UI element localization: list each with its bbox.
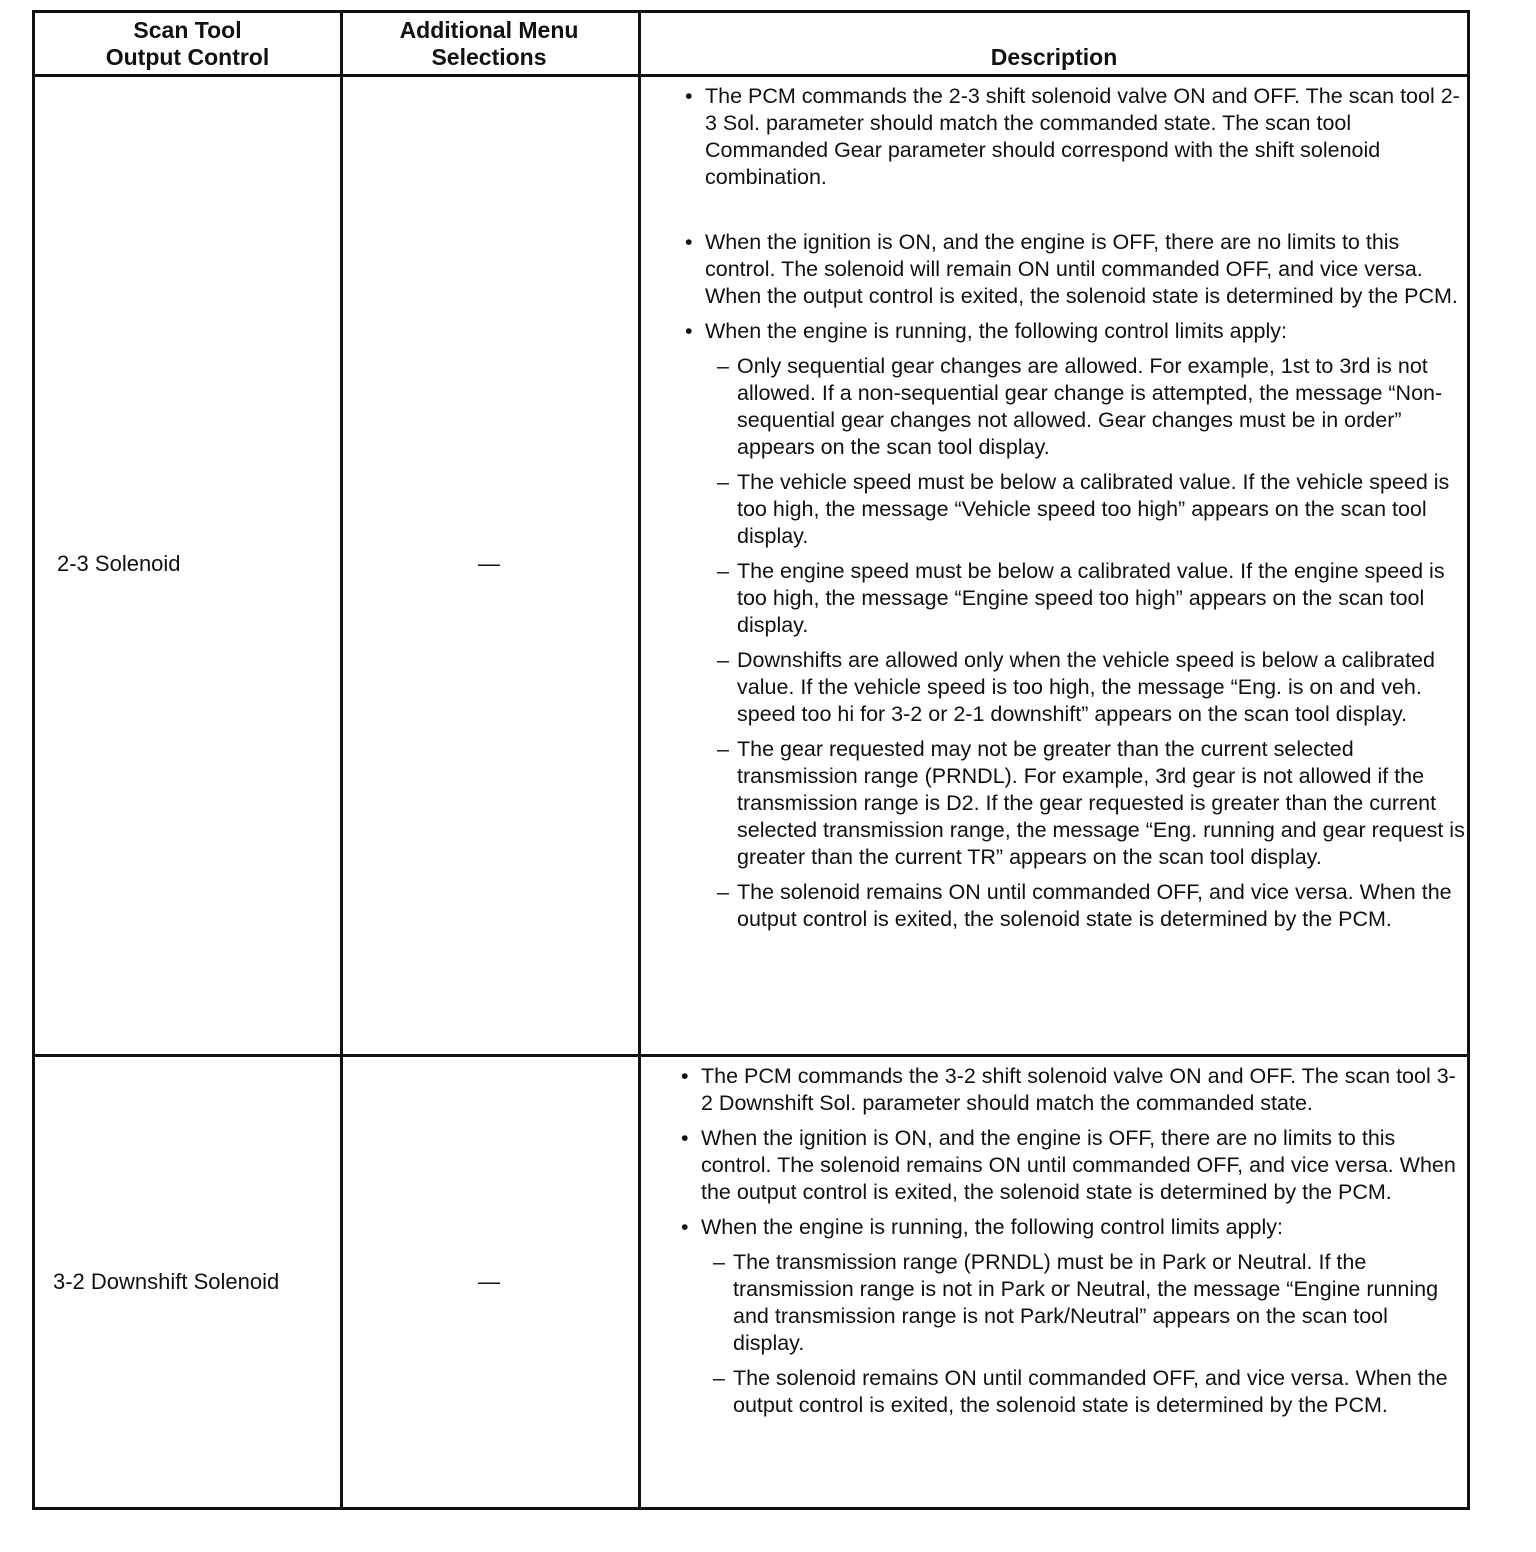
header-menu-selections-line2: Selections [431,44,547,70]
output-control-table [32,10,1470,1510]
row1-subitem-3: – The engine speed must be below a calibrated value. If the engine speed is too high, the message “Engine speed too high” appears on the scan tool display. [675,558,1465,639]
header-menu-selections-line1: Additional Menu [399,17,579,43]
row1-subitem-4: – Downshifts are allowed only when the vehicle speed is below a calibrated value. If the vehicle speed is too high, the message “Eng. is on and veh. speed too hi for 3-2 or 2-1 downshift” appears on the scan tool display. [675,647,1465,728]
row2-output-control: 3-2 Downshift Solenoid [53,1269,280,1294]
row2-description [671,1063,1465,1419]
row-divider [35,1054,1467,1057]
row1-bullet-2: • When the ignition is ON, and the engine is OFF, there are no limits to this control. The solenoid will remain ON until commanded OFF, and vice versa. When the output control is exited, the solenoid state is determined by the PCM. [675,229,1465,310]
row2-menu-selections: — [478,1269,500,1294]
header-output-control-line2: Output Control [105,44,270,70]
row1-subitem-2: – The vehicle speed must be below a calibrated value. If the vehicle speed is too high, the message “Vehicle speed too high” appears on the scan tool display. [675,469,1465,550]
row1-subitem-1: – Only sequential gear changes are allowed. For example, 1st to 3rd is not allowed. If a non-sequential gear change is attempted, the message “Non-sequential gear changes not allowed. Gear changes must be in order” appears on the scan tool display. [675,353,1465,461]
row1-subitem-5: – The gear requested may not be greater than the current selected transmission range (PRNDL). For example, 3rd gear is not allowed if the transmission range is D2. If the gear requested is greater than the current selected transmission range, the message “Eng. running and gear request is greater than the current TR” appears on the scan tool display. [675,736,1465,871]
row1-subitem-6: – The solenoid remains ON until commanded OFF, and vice versa. When the output control is exited, the solenoid state is determined by the PCM. [675,879,1465,933]
row2-bullet-2: • When the ignition is ON, and the engine is OFF, there are no limits to this control. The solenoid remains ON until commanded OFF, and vice versa. When the output control is exited, the solenoid state is determined by the PCM. [671,1125,1465,1206]
column-divider-2 [638,13,641,1507]
header-divider [35,74,1467,77]
row2-bullet-1: • The PCM commands the 3-2 shift solenoid valve ON and OFF. The scan tool 3-2 Downshift Sol. parameter should match the commanded state. [671,1063,1465,1117]
header-output-control-line1: Scan Tool [133,17,242,43]
row2-subitem-2: – The solenoid remains ON until commanded OFF, and vice versa. When the output control is exited, the solenoid state is determined by the PCM. [671,1365,1465,1419]
row2-bullet-3: • When the engine is running, the following control limits apply: [671,1214,1465,1241]
row1-bullet-1: • The PCM commands the 2-3 shift solenoid valve ON and OFF. The scan tool 2-3 Sol. parameter should match the commanded state. The scan tool Commanded Gear parameter should correspond with the shift solenoid combination. [675,83,1465,191]
row1-bullet-3: • When the engine is running, the following control limits apply: [675,318,1465,345]
header-menu-selections [340,17,638,71]
header-output-control [35,17,340,71]
row2-subitem-1: – The transmission range (PRNDL) must be in Park or Neutral. If the transmission range is not in Park or Neutral, the message “Engine running and transmission range is not Park/Neutral” appears on the scan tool display. [671,1249,1465,1357]
row1-description [675,83,1465,933]
row1-output-control: 2-3 Solenoid [57,551,181,576]
header-description-label: Description [990,44,1118,70]
column-divider-1 [340,13,343,1507]
row1-menu-selections: — [478,551,500,576]
header-description [638,44,1470,71]
